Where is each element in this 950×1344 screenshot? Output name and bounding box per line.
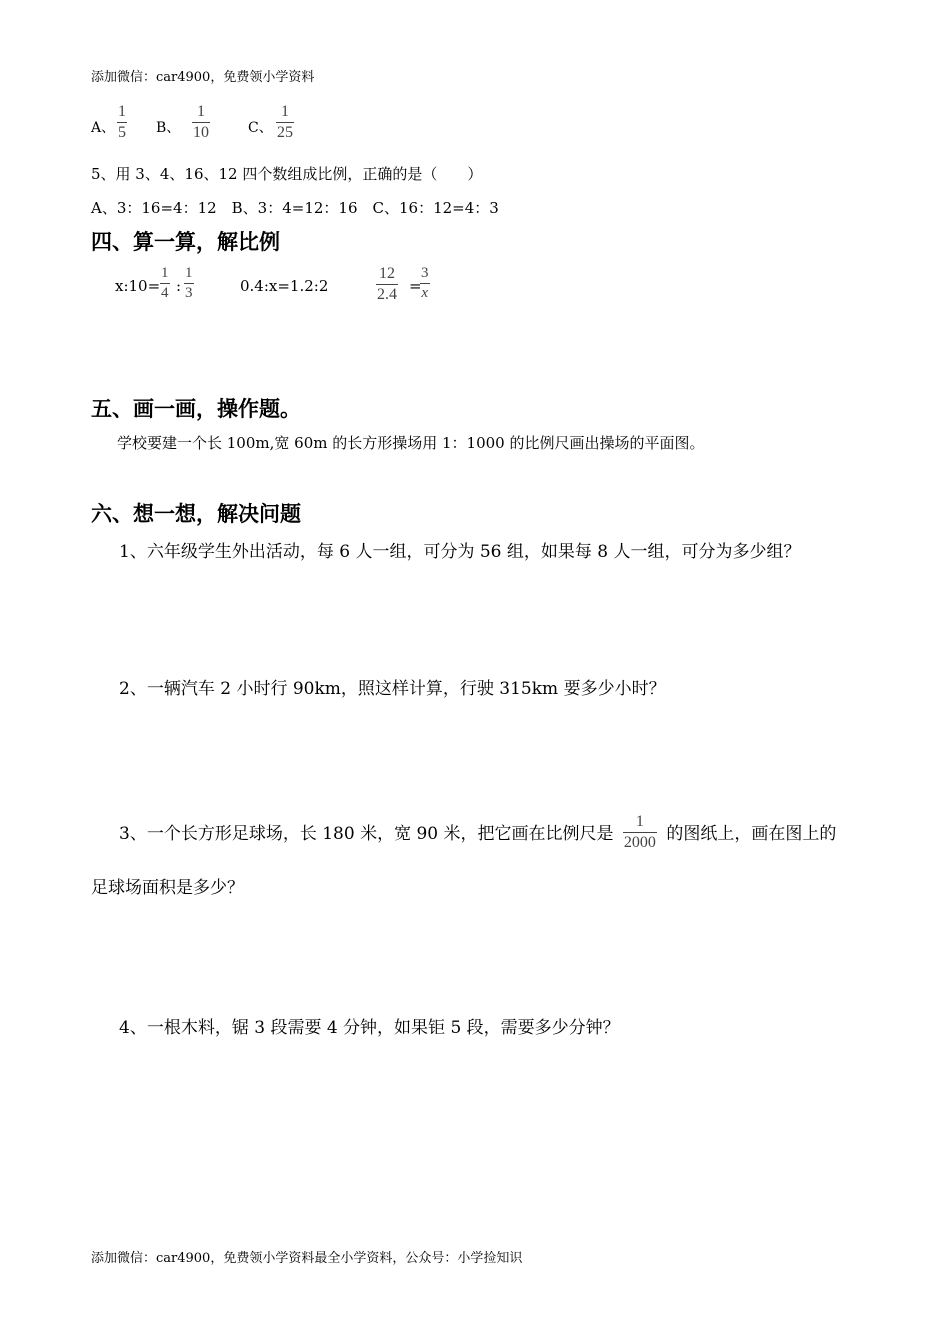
- equation-1-fraction-a: [160, 266, 170, 301]
- numerator: 1: [161, 265, 169, 281]
- numerator: 1: [185, 265, 193, 281]
- denominator: 25: [277, 124, 293, 141]
- equation-1-fraction-b: [184, 266, 194, 301]
- equation-3-left-fraction: [376, 266, 398, 303]
- problem-3-scale-fraction: [623, 814, 657, 851]
- problem-1: 1、六年级学生外出活动，每 6 人一组，可分为 56 组，如果每 8 人一组，可分为多少组？: [119, 542, 801, 562]
- denominator: x: [421, 285, 429, 301]
- section-5-title: 五、画一画，操作题。: [91, 397, 301, 421]
- denominator: 5: [118, 124, 126, 141]
- numerator: 1: [635, 813, 644, 830]
- problem-4: 4、一根木料，锯 3 段需要 4 分钟，如果钜 5 段，需要多少分钟？: [119, 1018, 620, 1038]
- numerator: 12: [379, 265, 395, 282]
- equation-2: 0.4:x=1.2:2: [240, 277, 329, 295]
- denominator: 2000: [623, 834, 656, 851]
- denominator: 10: [193, 124, 209, 141]
- numerator: 1: [281, 103, 289, 120]
- option-b-label: B、: [156, 120, 181, 136]
- option-a-fraction: [117, 104, 127, 141]
- problem-3-line-2: 足球场面积是多少？: [91, 878, 244, 898]
- question-5-answers: A、3：16=4：12 B、3：4=12：16 C、16：12=4：3: [91, 199, 499, 217]
- problem-3-after: 的图纸上，画在图上的: [666, 824, 837, 844]
- section-5-body: 学校要建一个长 100m,宽 60m 的长方形操场用 1：1000 的比例尺画出操场的平面图。: [117, 434, 705, 452]
- page-footer: 添加微信：car4900，免费领小学资料最全小学资料，公众号：小学捡知识: [91, 1251, 523, 1266]
- option-c-fraction: [276, 104, 294, 141]
- numerator: 1: [118, 103, 126, 120]
- option-b-fraction: [192, 104, 210, 141]
- denominator: 2.4: [377, 286, 397, 303]
- equation-3-equals: =: [409, 277, 422, 295]
- problem-2: 2、一辆汽车 2 小时行 90km，照这样计算，行驶 315km 要多少小时？: [119, 679, 666, 699]
- numerator: 1: [197, 103, 205, 120]
- problem-3-line-1: [119, 813, 837, 853]
- equation-1-colon: :: [176, 277, 182, 295]
- section-6-title: 六、想一想，解决问题: [91, 502, 301, 526]
- problem-3-before: 3、一个长方形足球场，长 180 米，宽 90 米，把它画在比例尺是: [119, 824, 614, 844]
- numerator: 3: [421, 265, 429, 281]
- question-5: 5、用 3、4、16、12 四个数组成比例，正确的是（ ）: [91, 165, 483, 183]
- equation-1-prefix: x:10=: [115, 277, 161, 295]
- equation-3-right-fraction: [420, 266, 430, 301]
- denominator: 4: [161, 285, 169, 301]
- denominator: 3: [185, 285, 193, 301]
- option-a-label: A、: [91, 120, 116, 136]
- section-4-title: 四、算一算，解比例: [91, 230, 280, 254]
- page-header: 添加微信：car4900，免费领小学资料: [91, 70, 315, 85]
- option-c-label: C、: [248, 120, 273, 136]
